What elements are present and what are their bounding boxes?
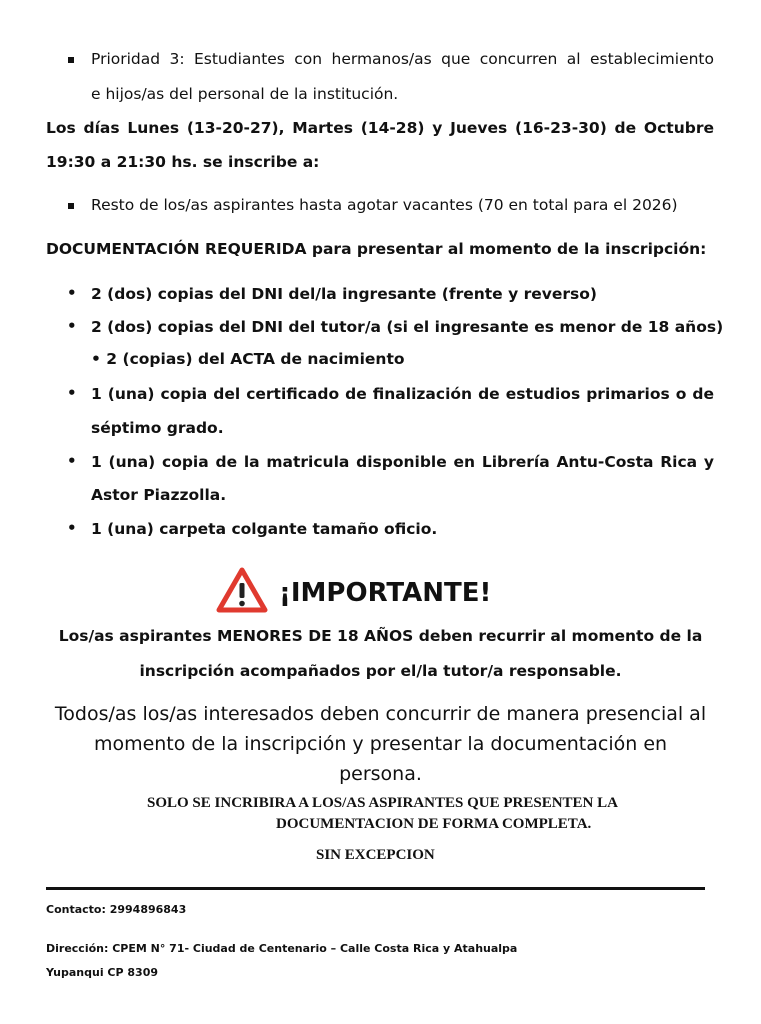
divider xyxy=(46,887,705,890)
address-line2: Yupanqui CP 8309 xyxy=(46,966,159,979)
minors-notice-line1: Los/as aspirantes MENORES DE 18 AÑOS deben recurrir al momento de la xyxy=(58,627,703,645)
complete-docs-notice-line1: SOLO SE INCRIBIRA A LOS/AS ASPIRANTES QUE PRESENTEN LA xyxy=(147,795,618,811)
schedule-line2: 19:30 a 21:30 hs. se inscribe a: xyxy=(46,153,320,171)
presencial-line3: persona. xyxy=(339,763,422,785)
bullet-icon: • xyxy=(67,384,77,402)
warning-triangle-icon xyxy=(216,566,268,614)
doc-item-5-line1: 1 (una) copia de la matricula disponible en Librería Antu-Costa Rica y xyxy=(91,453,714,471)
documentation-heading: DOCUMENTACIÓN REQUERIDA para presentar al momento de la inscripción: xyxy=(46,240,707,258)
doc-item-5-line2: Astor Piazzolla. xyxy=(91,486,227,504)
complete-docs-notice-line2: DOCUMENTACION DE FORMA COMPLETA. xyxy=(276,816,592,832)
bullet-icon: • xyxy=(67,317,77,335)
bullet-icon: • xyxy=(67,519,77,537)
bullet-icon xyxy=(68,203,74,209)
presencial-line1: Todos/as los/as interesados deben concurrir de manera presencial al xyxy=(54,703,707,725)
doc-item-6: 1 (una) carpeta colgante tamaño oficio. xyxy=(91,520,438,538)
priority3-line1: Prioridad 3: Estudiantes con hermanos/as que concurren al establecimiento xyxy=(91,50,714,68)
no-exception-notice: SIN EXCEPCION xyxy=(316,847,435,863)
doc-item-3: • 2 (copias) del ACTA de nacimiento xyxy=(91,350,405,368)
bullet-icon: • xyxy=(67,284,77,302)
schedule-line1: Los días Lunes (13-20-27), Martes (14-28) y Jueves (16-23-30) de Octubre xyxy=(46,119,714,137)
rest-of-applicants: Resto de los/as aspirantes hasta agotar vacantes (70 en total para el 2026) xyxy=(91,196,678,214)
presencial-line2: momento de la inscripción y presentar la documentación en xyxy=(93,733,668,755)
minors-notice-line2: inscripción acompañados por el/la tutor/a responsable. xyxy=(139,662,622,680)
bullet-icon: • xyxy=(67,452,77,470)
doc-item-1: 2 (dos) copias del DNI del/la ingresante (frente y reverso) xyxy=(91,285,597,303)
important-title: ¡IMPORTANTE! xyxy=(279,578,492,608)
priority3-line2: e hijos/as del personal de la institución. xyxy=(91,85,399,103)
bullet-icon xyxy=(68,57,74,63)
contact-phone: Contacto: 2994896843 xyxy=(46,903,187,916)
doc-item-4-line1: 1 (una) copia del certificado de finalización de estudios primarios o de xyxy=(91,385,714,403)
address-line1: Dirección: CPEM N° 71- Ciudad de Centenario – Calle Costa Rica y Atahualpa xyxy=(46,942,518,955)
doc-item-4-line2: séptimo grado. xyxy=(91,419,224,437)
doc-item-2: 2 (dos) copias del DNI del tutor/a (si el ingresante es menor de 18 años) xyxy=(91,318,724,336)
